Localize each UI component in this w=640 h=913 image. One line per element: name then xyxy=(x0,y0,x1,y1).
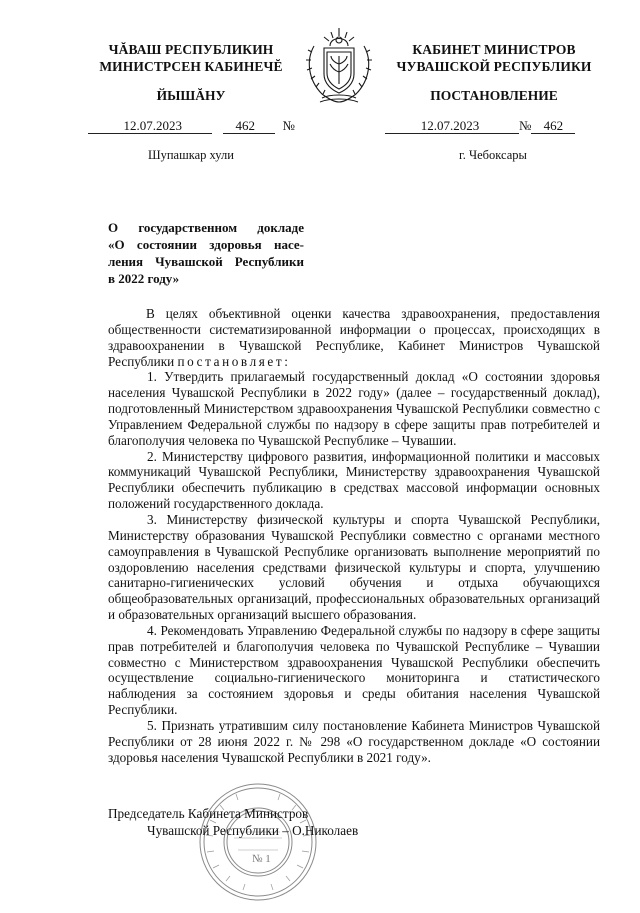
right-date-number xyxy=(385,118,575,134)
intro-colon: : xyxy=(284,353,288,369)
left-header-line2: МИНИСТРСЕН КАБИНЕЧĔ xyxy=(99,59,283,74)
right-number-field xyxy=(531,118,575,134)
title-line4: в 2022 году» xyxy=(108,271,180,286)
intro-text: В целях объективной оценки качества здравоохранения, предоставления общественности систематизированной информации о процессах, происходящих в здравоохранении в Чувашской Республике, Кабинет Министров Чувашской Республики xyxy=(108,306,600,369)
document-title xyxy=(108,219,304,287)
item-1: 1. Утвердить прилагаемый государственный доклад «О состоянии здоровья населения Чувашской Республики в 2022 году» (далее – государственный доклад), подготовленный Министерством здравоохранения Чувашской Республики совместно с Управлением Федеральной службы по надзору в сфере защиты прав потребителей и благополучия человека по Чувашской Республике – Чувашии. xyxy=(108,369,600,448)
right-doc-type: ПОСТАНОВЛЕНИЕ xyxy=(430,88,558,103)
left-number: 462 xyxy=(235,118,255,133)
signature-org-name xyxy=(108,822,588,839)
left-number-field xyxy=(223,118,275,134)
document-body xyxy=(108,306,600,765)
right-date-field xyxy=(385,118,519,134)
left-place: Шупашкар хули xyxy=(148,148,234,162)
right-number-sign: № xyxy=(519,118,532,133)
round-seal-stamp-icon xyxy=(196,780,324,908)
left-date-field xyxy=(88,118,212,134)
item-5: 5. Признать утратившим силу постановление Кабинета Министров Чувашской Республики от 28 июня 2022 г. № 298 «О государственном докладе «О состоянии здоровья населения Чувашской Республики в 2021 году». xyxy=(108,717,600,765)
title-line2: «О состоянии здоровья насе- xyxy=(108,237,304,252)
item-3: 3. Министерству физической культуры и спорта Чувашской Республики, Министерству образования Чувашской Республики совместно с органами местного самоуправления в Чувашской Республике организовать выполнение мероприятий по оздоровлению населения средствами физической культуры и спорта, улучшению санитарно-гигиенических условий обучения и отдыха обучающихся общеобразовательных организаций, профессиональных образовательных организаций и образовательных организаций высшего образования. xyxy=(108,511,600,623)
intro-decree-word: постановляет xyxy=(177,353,285,369)
right-header xyxy=(380,41,608,75)
left-date-number xyxy=(88,118,295,134)
title-line1: О государственном докладе xyxy=(108,220,304,235)
right-number: 462 xyxy=(543,118,564,133)
right-header-line2: ЧУВАШСКОЙ РЕСПУБЛИКИ xyxy=(396,59,592,74)
item-2: 2. Министерству цифрового развития, информационной политики и массовых коммуникаций Чувашской Республики, Министерству здравоохранения Чувашской Республики обеспечить публикацию в средствах массовой информации основных положений государственного доклада. xyxy=(108,448,600,512)
signature-name: О.Николаев xyxy=(292,823,359,838)
item-4: 4. Рекомендовать Управлению Федеральной службы по надзору в сфере защиты прав потребителей и благополучия человека по Чувашской Республике – Чувашии совместно с Министерством здравоохранения Чувашской Республики обеспечить осуществление социально-гигиенического мониторинга и статистического наблюдения за состоянием здоровья и среды обитания населения Чувашской Республики. xyxy=(108,622,600,718)
left-doc-type: ЙЫШĂНУ xyxy=(156,88,226,103)
left-date: 12.07.2023 xyxy=(123,118,182,133)
signature-position: Председатель Кабинета Министров xyxy=(108,806,309,821)
right-header-line1: КАБИНЕТ МИНИСТРОВ xyxy=(412,42,576,57)
coat-of-arms-icon xyxy=(300,22,378,108)
signature-org: Чувашской Республики – xyxy=(147,823,293,838)
title-line3: ления Чувашской Республики xyxy=(108,254,304,269)
intro-paragraph xyxy=(108,306,600,369)
right-place: г. Чебоксары xyxy=(459,148,527,162)
right-date: 12.07.2023 xyxy=(420,118,480,133)
left-number-sign: № xyxy=(282,118,295,133)
signature-block xyxy=(108,805,588,839)
stamp-number: № 1 xyxy=(252,853,271,865)
left-header xyxy=(88,41,294,75)
left-header-line1: ЧĂВАШ РЕСПУБЛИКИН xyxy=(108,42,274,57)
